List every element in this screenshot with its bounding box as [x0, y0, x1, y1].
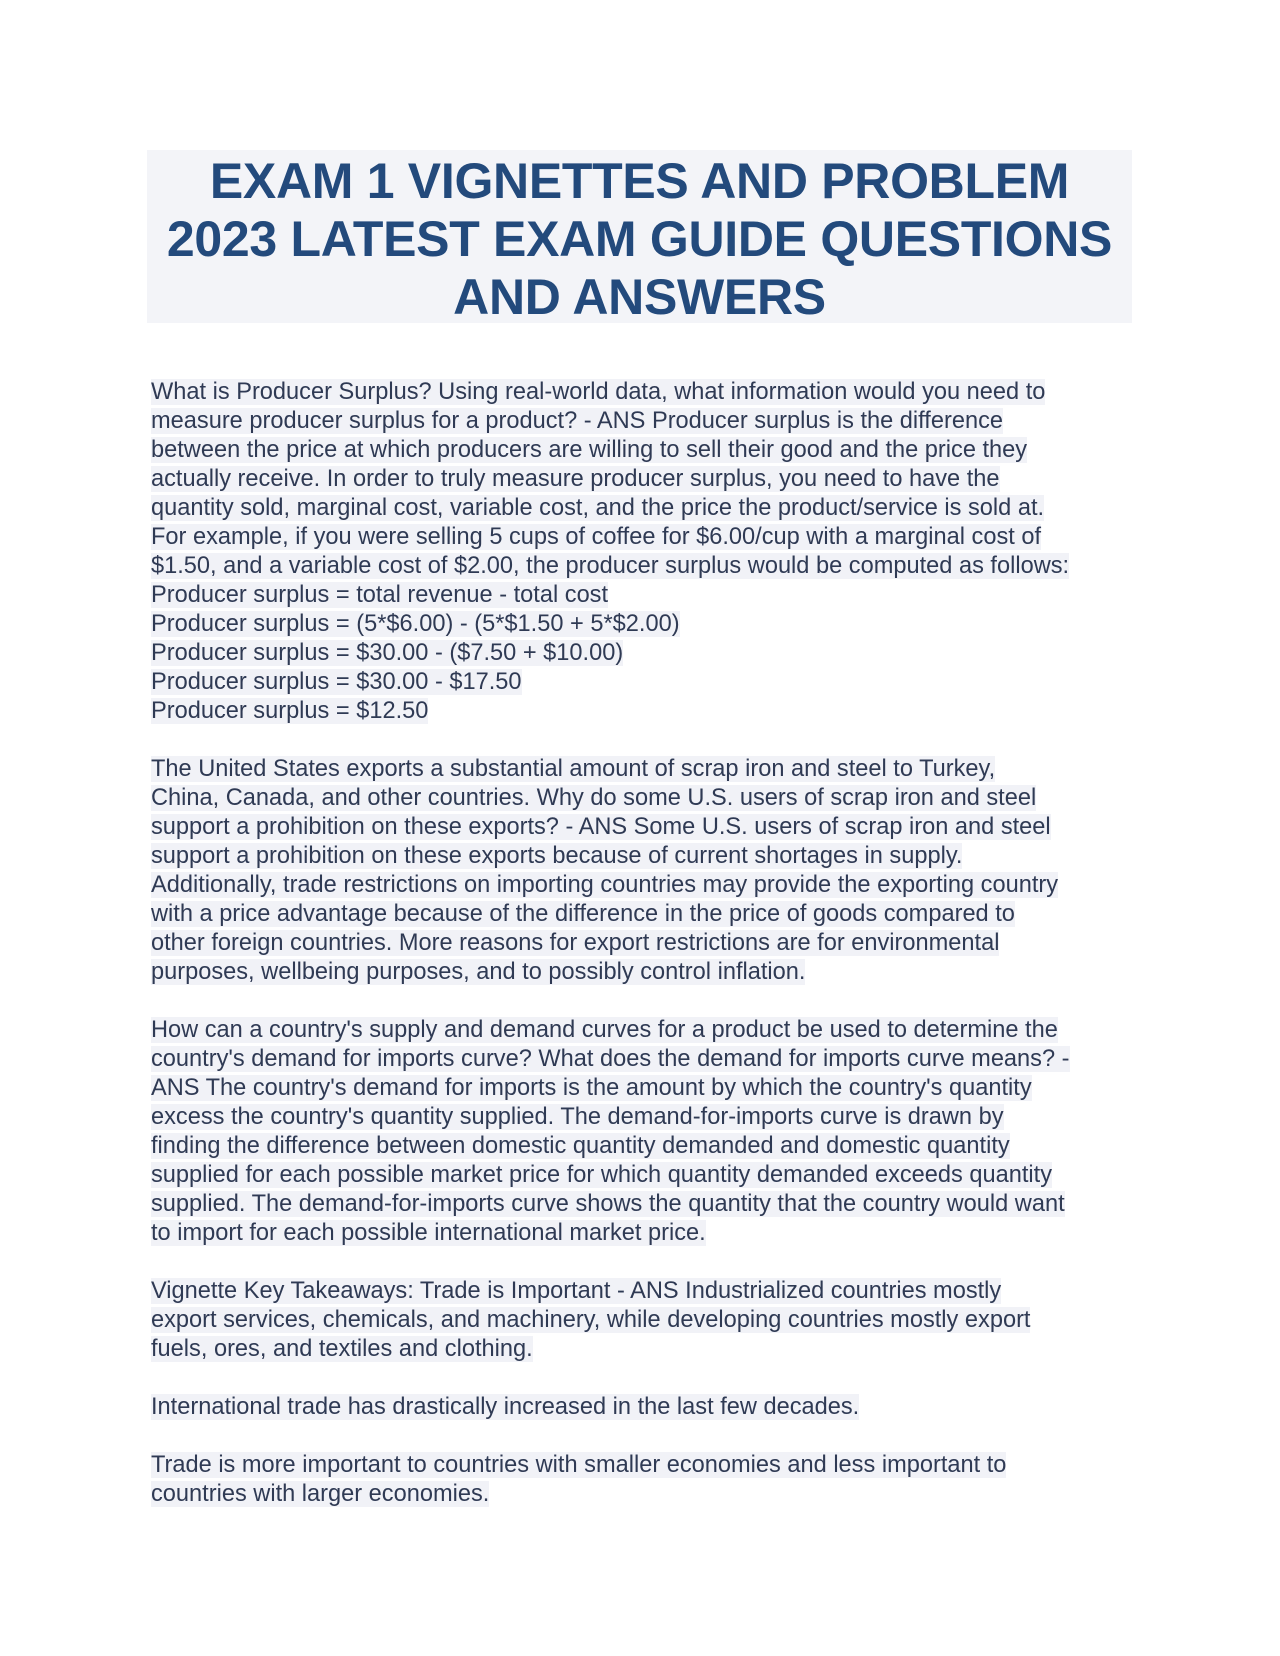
text-line: Additionally, trade restrictions on importing countries may provide the exporting country [151, 872, 1059, 898]
text-line: export services, chemicals, and machinery, while developing countries mostly export [151, 1307, 1031, 1333]
title-line: AND ANSWERS [453, 269, 826, 325]
text-line: Producer surplus = total revenue - total cost [151, 582, 609, 608]
text-line: China, Canada, and other countries. Why do some U.S. users of scrap iron and steel [151, 785, 1037, 811]
title-line: EXAM 1 VIGNETTES AND PROBLEM [209, 153, 1070, 209]
text-line: Trade is more important to countries with smaller economies and less important to [151, 1452, 1007, 1478]
text-line: How can a country's supply and demand curves for a product be used to determine the [151, 1017, 1058, 1043]
text-line: support a prohibition on these exports because of current shortages in supply. [151, 843, 963, 869]
text-line: The United States exports a substantial amount of scrap iron and steel to Turkey, [151, 756, 996, 782]
text-line: countries with larger economies. [151, 1481, 490, 1507]
text-line: fuels, ores, and textiles and clothing. [151, 1336, 533, 1362]
text-line: supplied for each possible market price for which quantity demanded exceeds quantity [151, 1162, 1053, 1188]
text-line: other foreign countries. More reasons for export restrictions are for environmental [151, 930, 1000, 956]
text-line: ANS The country's demand for imports is the amount by which the country's quantity [151, 1075, 1032, 1101]
text-line: to import for each possible international market price. [151, 1220, 706, 1246]
text-line: Producer surplus = $12.50 [151, 698, 429, 724]
paragraph-producer-surplus [151, 378, 1151, 726]
text-line: support a prohibition on these exports? - ANS Some U.S. users of scrap iron and steel [151, 814, 1051, 840]
text-line: Vignette Key Takeaways: Trade is Important - ANS Industrialized countries mostly [151, 1278, 1002, 1304]
text-line: Producer surplus = (5*$6.00) - (5*$1.50 + 5*$2.00) [151, 611, 680, 637]
text-line: Producer surplus = $30.00 - $17.50 [151, 669, 522, 695]
text-line: quantity sold, marginal cost, variable cost, and the price the product/service is sold at. [151, 495, 1045, 521]
text-line: $1.50, and a variable cost of $2.00, the producer surplus would be computed as follows: [151, 553, 1070, 579]
text-line: purposes, wellbeing purposes, and to possibly control inflation. [151, 959, 806, 985]
title-line: 2023 LATEST EXAM GUIDE QUESTIONS [166, 211, 1113, 267]
text-line: country's demand for imports curve? What does the demand for imports curve means? - [151, 1046, 1070, 1072]
text-line: actually receive. In order to truly measure producer surplus, you need to have the [151, 466, 1000, 492]
paragraph-scrap-iron-exports [151, 755, 1151, 987]
text-line: International trade has drastically increased in the last few decades. [151, 1394, 860, 1420]
paragraph-international-trade [151, 1393, 1151, 1422]
text-line: Producer surplus = $30.00 - ($7.50 + $10.00) [151, 640, 624, 666]
text-line: For example, if you were selling 5 cups of coffee for $6.00/cup with a marginal cost of [151, 524, 1042, 550]
document-title [147, 150, 1132, 323]
text-line: supplied. The demand-for-imports curve shows the quantity that the country would want [151, 1191, 1065, 1217]
text-line: finding the difference between domestic quantity demanded and domestic quantity [151, 1133, 1010, 1159]
paragraph-demand-for-imports [151, 1016, 1151, 1248]
paragraph-vignette-takeaways [151, 1277, 1151, 1364]
paragraph-trade-importance [151, 1451, 1151, 1509]
text-line: with a price advantage because of the difference in the price of goods compared to [151, 901, 1015, 927]
text-line: between the price at which producers are willing to sell their good and the price they [151, 437, 1028, 463]
text-line: excess the country's quantity supplied. The demand-for-imports curve is drawn by [151, 1104, 1004, 1130]
document-body [151, 378, 1151, 1538]
text-line: measure producer surplus for a product? - ANS Producer surplus is the difference [151, 408, 1003, 434]
text-line: What is Producer Surplus? Using real-world data, what information would you need to [151, 379, 1046, 405]
